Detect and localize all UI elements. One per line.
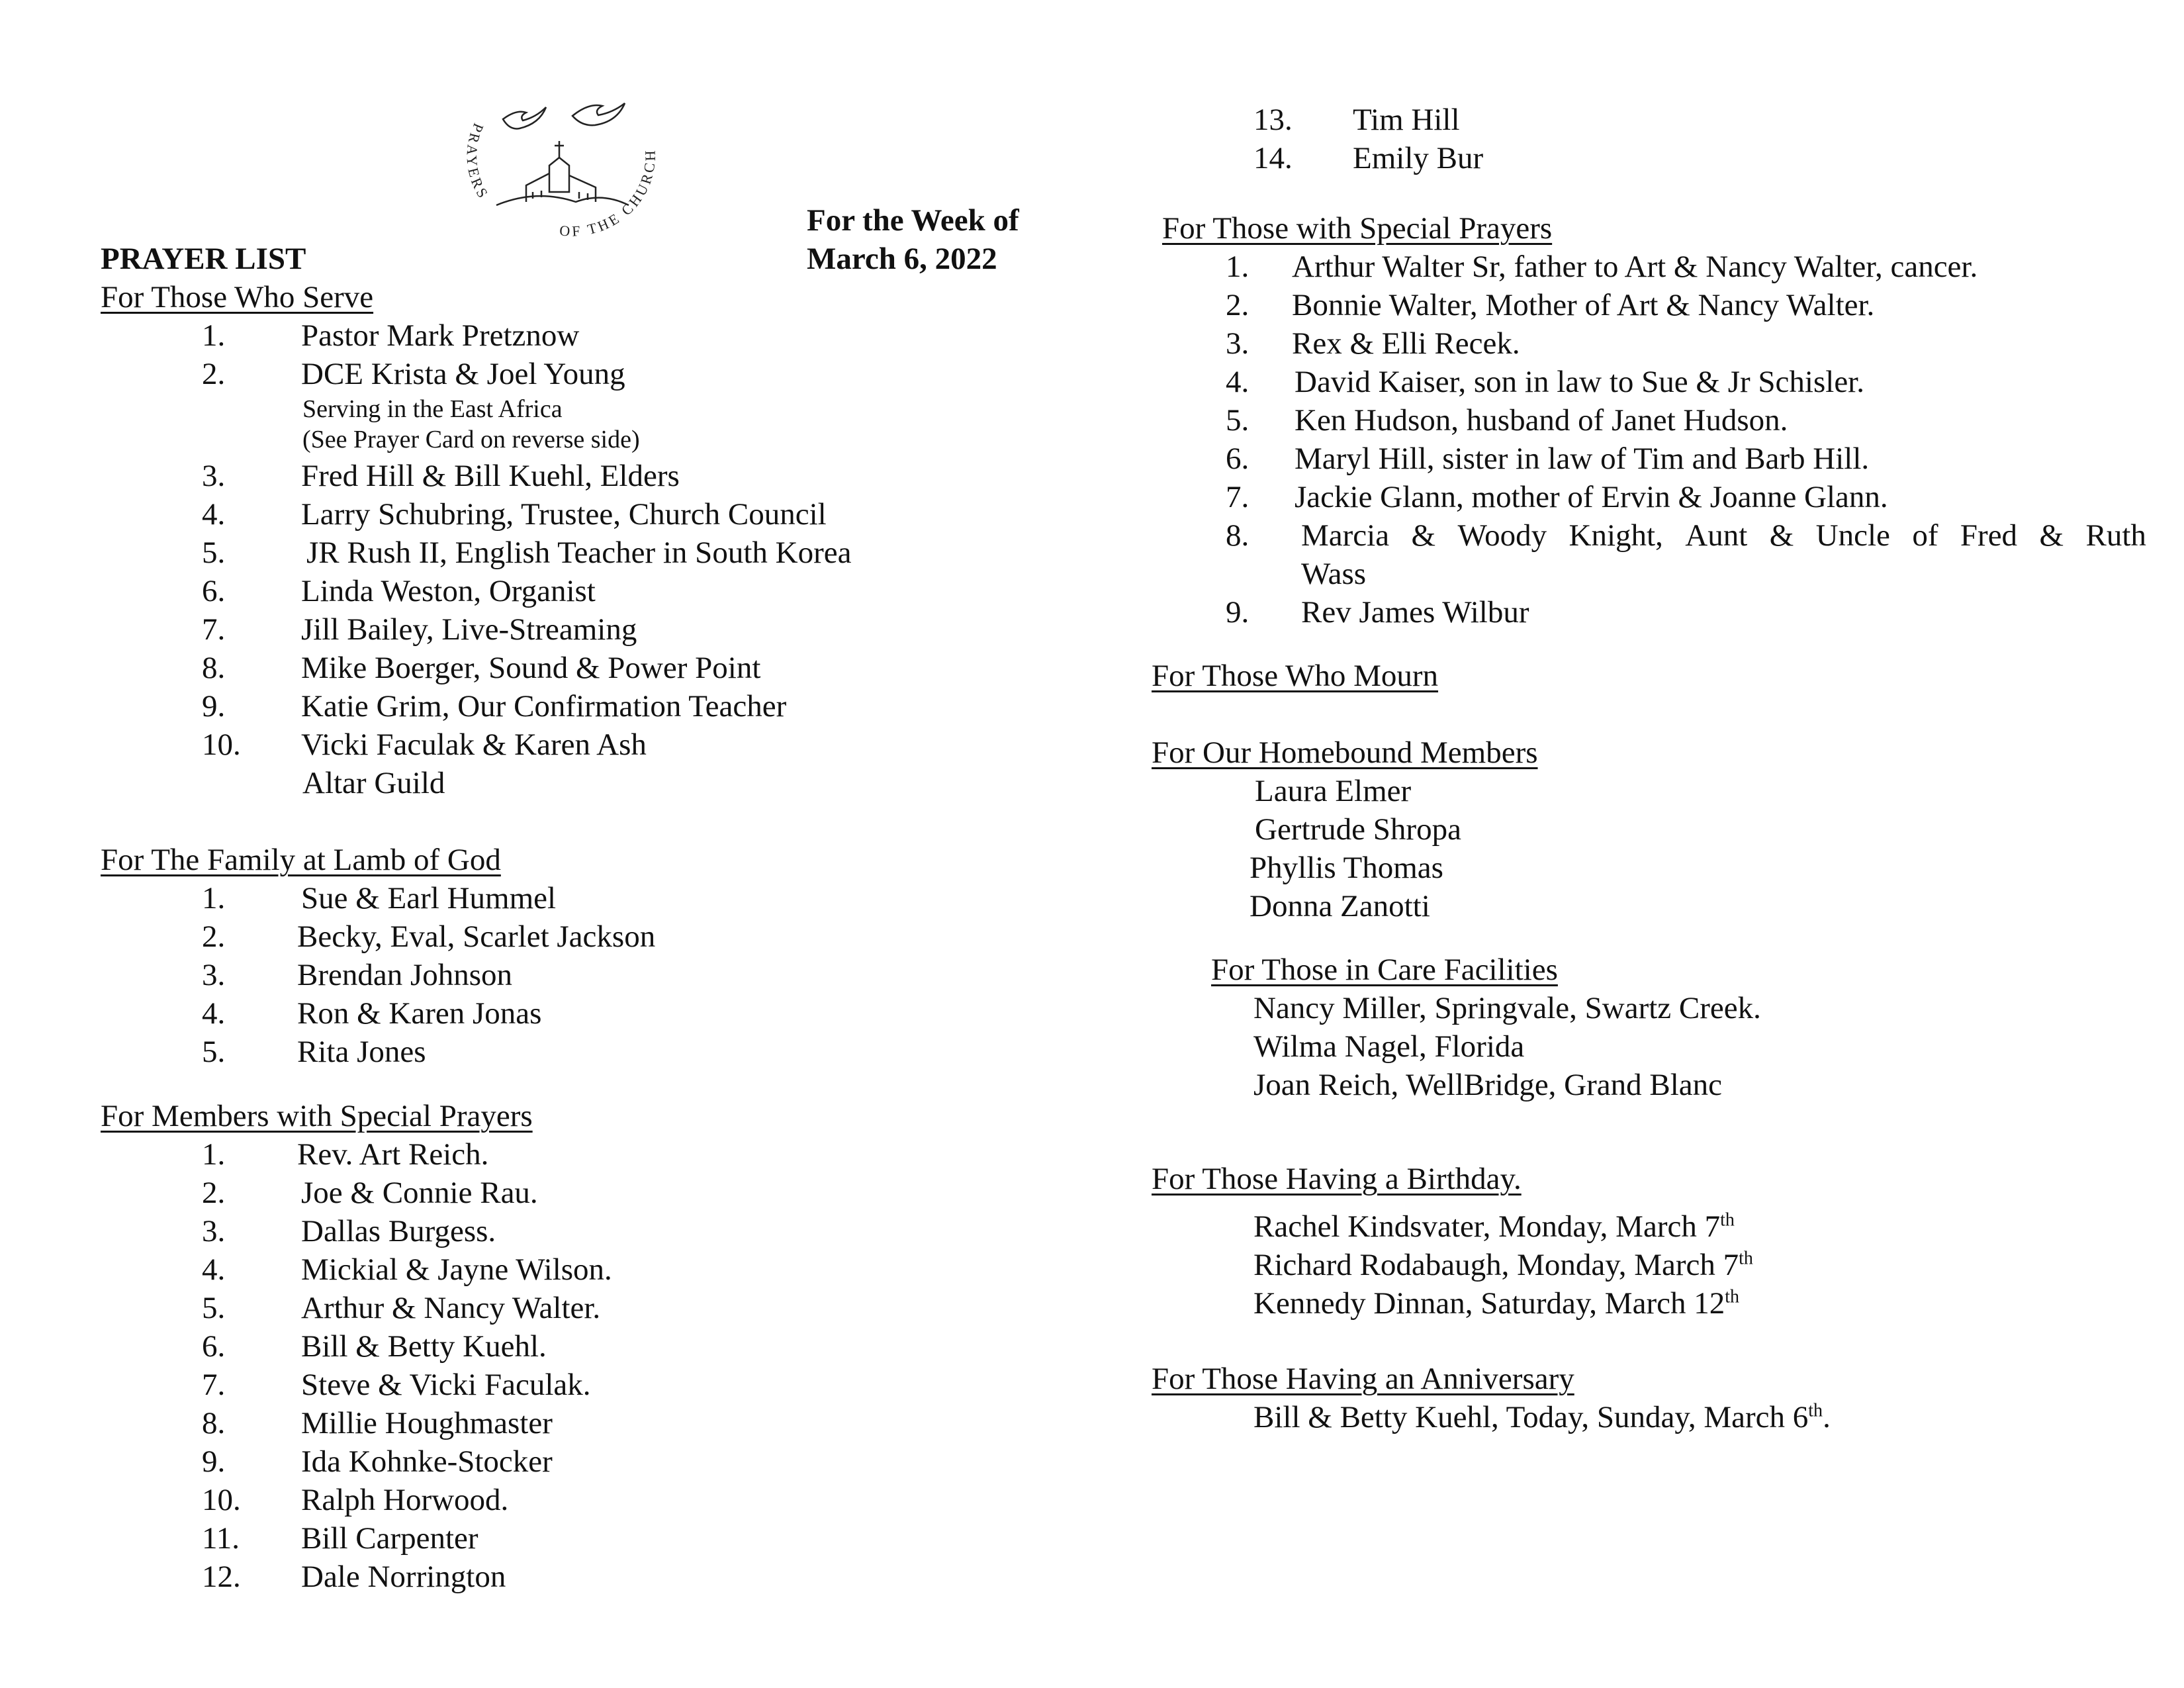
word: Aunt: [1685, 518, 1748, 553]
list-item: Ralph Horwood.: [301, 1483, 509, 1517]
list-item: Bonnie Walter, Mother of Art & Nancy Walter.: [1292, 288, 1875, 322]
list-item: Sue & Earl Hummel: [301, 881, 557, 915]
section-heading-care: For Those in Care Facilities: [1211, 953, 1558, 987]
week-line-2: March 6, 2022: [807, 242, 997, 276]
list-item: Mike Boerger, Sound & Power Point: [301, 651, 761, 685]
item-trailing: .: [1823, 1400, 1831, 1434]
list-item: David Kaiser, son in law to Sue & Jr Schisler.: [1295, 365, 1864, 399]
list-item: [1253, 1207, 1735, 1246]
word: of: [1912, 518, 1938, 553]
list-item-number: 5.: [202, 536, 226, 570]
list-item: Brendan Johnson: [297, 958, 513, 992]
list-item: Millie Houghmaster: [301, 1406, 553, 1440]
list-item-continuation: Wass: [1301, 557, 1367, 591]
word: Ruth: [2085, 518, 2146, 553]
word: Fred: [1960, 518, 2018, 553]
list-item: Maryl Hill, sister in law of Tim and Barb Hill.: [1295, 442, 1870, 476]
list-item: Nancy Miller, Springvale, Swartz Creek.: [1253, 991, 1761, 1025]
item-text: Bill & Betty Kuehl, Today, Sunday, March 6: [1253, 1400, 1809, 1434]
list-item-number: 4.: [202, 1252, 226, 1287]
list-item: Vicki Faculak & Karen Ash: [301, 727, 647, 762]
list-item-number: 1.: [202, 318, 226, 353]
section-heading-special: For Those with Special Prayers: [1162, 211, 1553, 246]
list-item: DCE Krista & Joel Young: [301, 357, 625, 391]
list-item: Rita Jones: [297, 1035, 426, 1069]
list-item-number: 2.: [202, 919, 226, 954]
list-item-number: 7.: [202, 1368, 226, 1402]
list-item-number: 8.: [202, 1406, 226, 1440]
list-item: Fred Hill & Bill Kuehl, Elders: [301, 459, 680, 493]
list-item-number: 5.: [1226, 403, 1250, 438]
list-item: Bill Carpenter: [301, 1521, 478, 1556]
list-item: Laura Elmer: [1255, 774, 1412, 808]
list-item-number: 5.: [202, 1291, 226, 1325]
list-item-number: 2.: [202, 1176, 226, 1210]
list-item: JR Rush II, English Teacher in South Korea: [306, 536, 852, 570]
list-item: Bill & Betty Kuehl.: [301, 1329, 547, 1364]
list-item-number: 6.: [202, 1329, 226, 1364]
list-item: Wilma Nagel, Florida: [1253, 1029, 1525, 1064]
word: &: [1411, 518, 1436, 553]
list-item: Rev James Wilbur: [1301, 595, 1529, 630]
list-item: Donna Zanotti: [1250, 889, 1430, 923]
list-item: [1253, 1398, 1831, 1436]
word: &: [1769, 518, 1794, 553]
list-item-number: 4.: [1226, 365, 1250, 399]
item-text: Rachel Kindsvater, Monday, March 7: [1253, 1209, 1721, 1244]
list-item-number: 8.: [1226, 518, 1250, 553]
list-item: Gertrude Shropa: [1255, 812, 1461, 847]
list-item: Larry Schubring, Trustee, Church Council: [301, 497, 827, 532]
list-item-note: (See Prayer Card on reverse side): [302, 426, 640, 453]
list-item-number: 8.: [202, 651, 226, 685]
list-item: Ida Kohnke-Stocker: [301, 1444, 553, 1479]
list-item-number: 7.: [202, 612, 226, 647]
list-item-note: Serving in the East Africa: [302, 395, 563, 423]
list-item: Rev. Art Reich.: [297, 1137, 489, 1172]
list-item-number: 4.: [202, 497, 226, 532]
word: &: [2039, 518, 2064, 553]
section-heading-mourn: For Those Who Mourn: [1152, 659, 1439, 693]
list-item: Dale Norrington: [301, 1560, 506, 1594]
section-heading-homebound: For Our Homebound Members: [1152, 735, 1538, 770]
list-item: Emily Bur: [1353, 141, 1484, 175]
list-item-number: 11.: [202, 1521, 240, 1556]
list-item-number: 4.: [202, 996, 226, 1031]
ordinal-suffix: th: [1739, 1248, 1753, 1269]
list-item-number: 3.: [202, 1214, 226, 1248]
list-item-number: 6.: [202, 574, 226, 608]
list-item-number: 5.: [202, 1035, 226, 1069]
list-item: [1253, 1284, 1739, 1323]
list-item-number: 9.: [202, 689, 226, 724]
list-item: Linda Weston, Organist: [301, 574, 596, 608]
list-item: Ken Hudson, husband of Janet Hudson.: [1295, 403, 1788, 438]
list-item-number: 10.: [202, 727, 241, 762]
list-item: Phyllis Thomas: [1250, 851, 1443, 885]
list-item: Arthur & Nancy Walter.: [301, 1291, 601, 1325]
list-item-number: 2.: [1226, 288, 1250, 322]
list-item: Mickial & Jayne Wilson.: [301, 1252, 612, 1287]
list-item: Arthur Walter Sr, father to Art & Nancy Walter, cancer.: [1292, 250, 1978, 284]
list-item: Joan Reich, WellBridge, Grand Blanc: [1253, 1068, 1723, 1102]
word: Woody: [1457, 518, 1547, 553]
list-item-number: 2.: [202, 357, 226, 391]
list-item-number: 1.: [202, 881, 226, 915]
list-item-number: 1.: [1226, 250, 1250, 284]
list-item: Jackie Glann, mother of Ervin & Joanne Glann.: [1295, 480, 1888, 514]
section-heading-birthday: For Those Having a Birthday.: [1152, 1162, 1522, 1196]
list-item-number: 13.: [1253, 103, 1293, 137]
prayers-of-the-church-logo: [457, 93, 662, 245]
list-item-number: 3.: [202, 459, 226, 493]
word: Knight,: [1569, 518, 1663, 553]
list-item-note: Altar Guild: [302, 766, 445, 800]
list-item: Katie Grim, Our Confirmation Teacher: [301, 689, 787, 724]
section-heading-members: For Members with Special Prayers: [101, 1099, 533, 1133]
list-item: [1253, 1246, 1753, 1284]
list-item: Steve & Vicki Faculak.: [301, 1368, 591, 1402]
item-text: Kennedy Dinnan, Saturday, March 12: [1253, 1286, 1725, 1321]
list-item-number: 9.: [1226, 595, 1250, 630]
list-item-number: 1.: [202, 1137, 226, 1172]
week-line-1: For the Week of: [807, 203, 1019, 238]
list-item: Rex & Elli Recek.: [1292, 326, 1520, 361]
list-item-number: 6.: [1226, 442, 1250, 476]
word: Marcia: [1301, 518, 1390, 553]
word: Uncle: [1815, 518, 1890, 553]
section-heading-anniversary: For Those Having an Anniversary: [1152, 1362, 1574, 1396]
page-title: PRAYER LIST: [101, 242, 306, 276]
list-item: [1301, 516, 2146, 555]
ordinal-suffix: th: [1808, 1400, 1823, 1421]
svg-text:OF THE CHURCH: OF THE CHURCH: [559, 148, 659, 240]
ordinal-suffix: th: [1720, 1209, 1735, 1231]
section-heading-family: For The Family at Lamb of God: [101, 843, 501, 877]
list-item: Joe & Connie Rau.: [301, 1176, 538, 1210]
list-item-number: 12.: [202, 1560, 241, 1594]
list-item-number: 3.: [202, 958, 226, 992]
item-text: Richard Rodabaugh, Monday, March 7: [1253, 1248, 1739, 1282]
list-item-number: 3.: [1226, 326, 1250, 361]
list-item-number: 14.: [1253, 141, 1293, 175]
list-item-number: 7.: [1226, 480, 1250, 514]
list-item: Pastor Mark Pretznow: [301, 318, 580, 353]
list-item-number: 9.: [202, 1444, 226, 1479]
list-item: Dallas Burgess.: [301, 1214, 496, 1248]
list-item: Tim Hill: [1353, 103, 1460, 137]
section-heading-serve: For Those Who Serve: [101, 280, 374, 314]
list-item: Ron & Karen Jonas: [297, 996, 542, 1031]
svg-text:PRAYERS: PRAYERS: [463, 120, 493, 203]
list-item: Jill Bailey, Live-Streaming: [301, 612, 637, 647]
ordinal-suffix: th: [1725, 1286, 1739, 1307]
list-item-number: 10.: [202, 1483, 241, 1517]
list-item: Becky, Eval, Scarlet Jackson: [297, 919, 656, 954]
